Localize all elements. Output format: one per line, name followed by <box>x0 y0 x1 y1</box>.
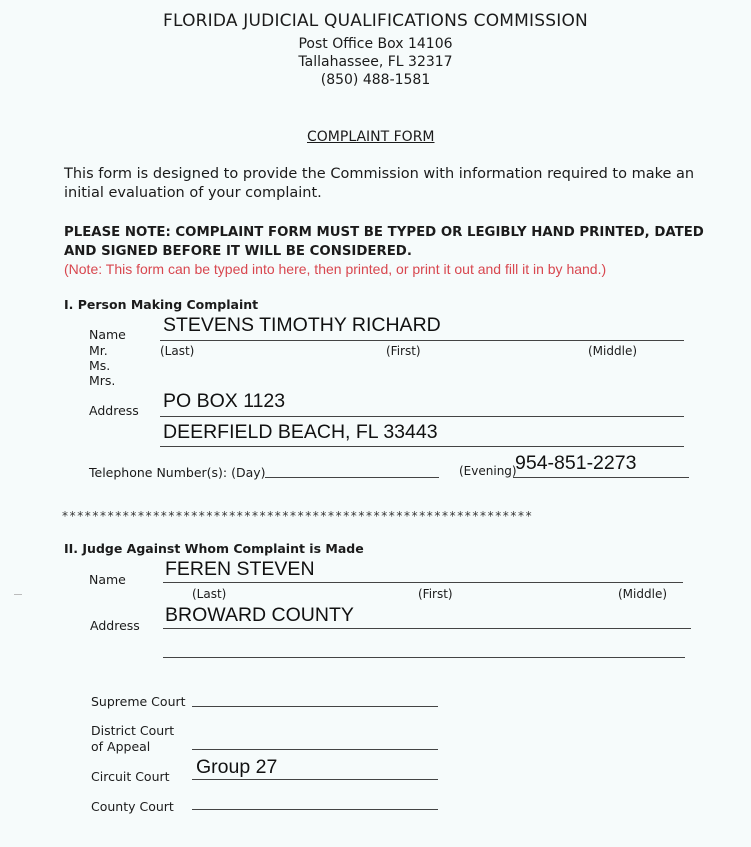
supreme-court-underline <box>192 706 438 707</box>
circuit-court-field[interactable]: Group 27 <box>196 756 278 778</box>
circuit-court-label: Circuit Court <box>91 769 170 784</box>
commission-phone: (850) 488-1581 <box>320 72 431 88</box>
section-2-heading: II. Judge Against Whom Complaint is Made <box>64 541 364 556</box>
intro-text: This form is designed to provide the Commission with information required to make an initial evaluation of your complaint. <box>64 166 695 201</box>
address-line-1-underline <box>160 416 684 417</box>
complainant-address-line-2[interactable]: DEERFIELD BEACH, FL 33443 <box>163 421 438 443</box>
telephone-day-label: Telephone Number(s): (Day) <box>89 465 266 480</box>
district-court-underline <box>192 749 438 750</box>
title-mrs: Mrs. <box>89 373 116 388</box>
telephone-evening-label: (Evening) <box>459 464 517 478</box>
telephone-evening-field[interactable]: 954-851-2273 <box>515 452 637 474</box>
typed-note: (Note: This form can be typed into here, then printed, or print it out and fill it in by hand.) <box>64 261 607 277</box>
district-court-label-2: of Appeal <box>91 739 151 754</box>
judge-name-label: Name <box>89 572 126 587</box>
address-line-2-underline <box>160 446 684 447</box>
complainant-name-field[interactable]: STEVENS TIMOTHY RICHARD <box>163 314 441 336</box>
supreme-court-label: Supreme Court <box>91 694 186 709</box>
district-court-label: District Court <box>91 723 175 738</box>
judge-address-label: Address <box>90 618 140 633</box>
judge-address-field[interactable]: BROWARD COUNTY <box>165 604 354 626</box>
complainant-name-label: Name <box>89 327 126 342</box>
last-label: (Last) <box>160 344 195 358</box>
complainant-address-label: Address <box>89 403 139 418</box>
judge-address-underline-2 <box>163 657 685 658</box>
county-court-label: County Court <box>91 799 174 814</box>
please-note: PLEASE NOTE: COMPLAINT FORM MUST BE TYPED OR LEGIBLY HAND PRINTED, DATED AND SIGNED BEFORE IT WILL BE CONSIDERED. <box>64 225 704 259</box>
judge-first-label: (First) <box>418 587 453 601</box>
address-line-2: Tallahassee, FL 32317 <box>298 54 453 70</box>
judge-last-label: (Last) <box>192 587 227 601</box>
title-mr: Mr. <box>89 343 108 358</box>
first-label: (First) <box>386 344 421 358</box>
middle-label: (Middle) <box>588 344 638 358</box>
circuit-court-underline <box>192 779 438 780</box>
county-court-underline <box>192 809 438 810</box>
judge-name-underline <box>163 582 683 583</box>
complainant-address-line-1[interactable]: PO BOX 1123 <box>163 390 286 412</box>
commission-title: FLORIDA JUDICIAL QUALIFICATIONS COMMISSION <box>163 11 588 31</box>
telephone-day-underline <box>265 477 439 478</box>
judge-name-field[interactable]: FEREN STEVEN <box>165 558 315 580</box>
complainant-name-underline <box>160 340 684 341</box>
judge-middle-label: (Middle) <box>618 587 668 601</box>
section-divider: ************************************************************** <box>62 509 534 523</box>
address-line-1: Post Office Box 14106 <box>298 36 453 52</box>
telephone-evening-underline <box>513 477 689 478</box>
judge-address-underline <box>163 628 691 629</box>
title-ms: Ms. <box>89 358 111 373</box>
form-title: COMPLAINT FORM <box>307 129 435 145</box>
scan-artifact-mark <box>14 594 22 595</box>
section-1-heading: I. Person Making Complaint <box>64 297 259 312</box>
